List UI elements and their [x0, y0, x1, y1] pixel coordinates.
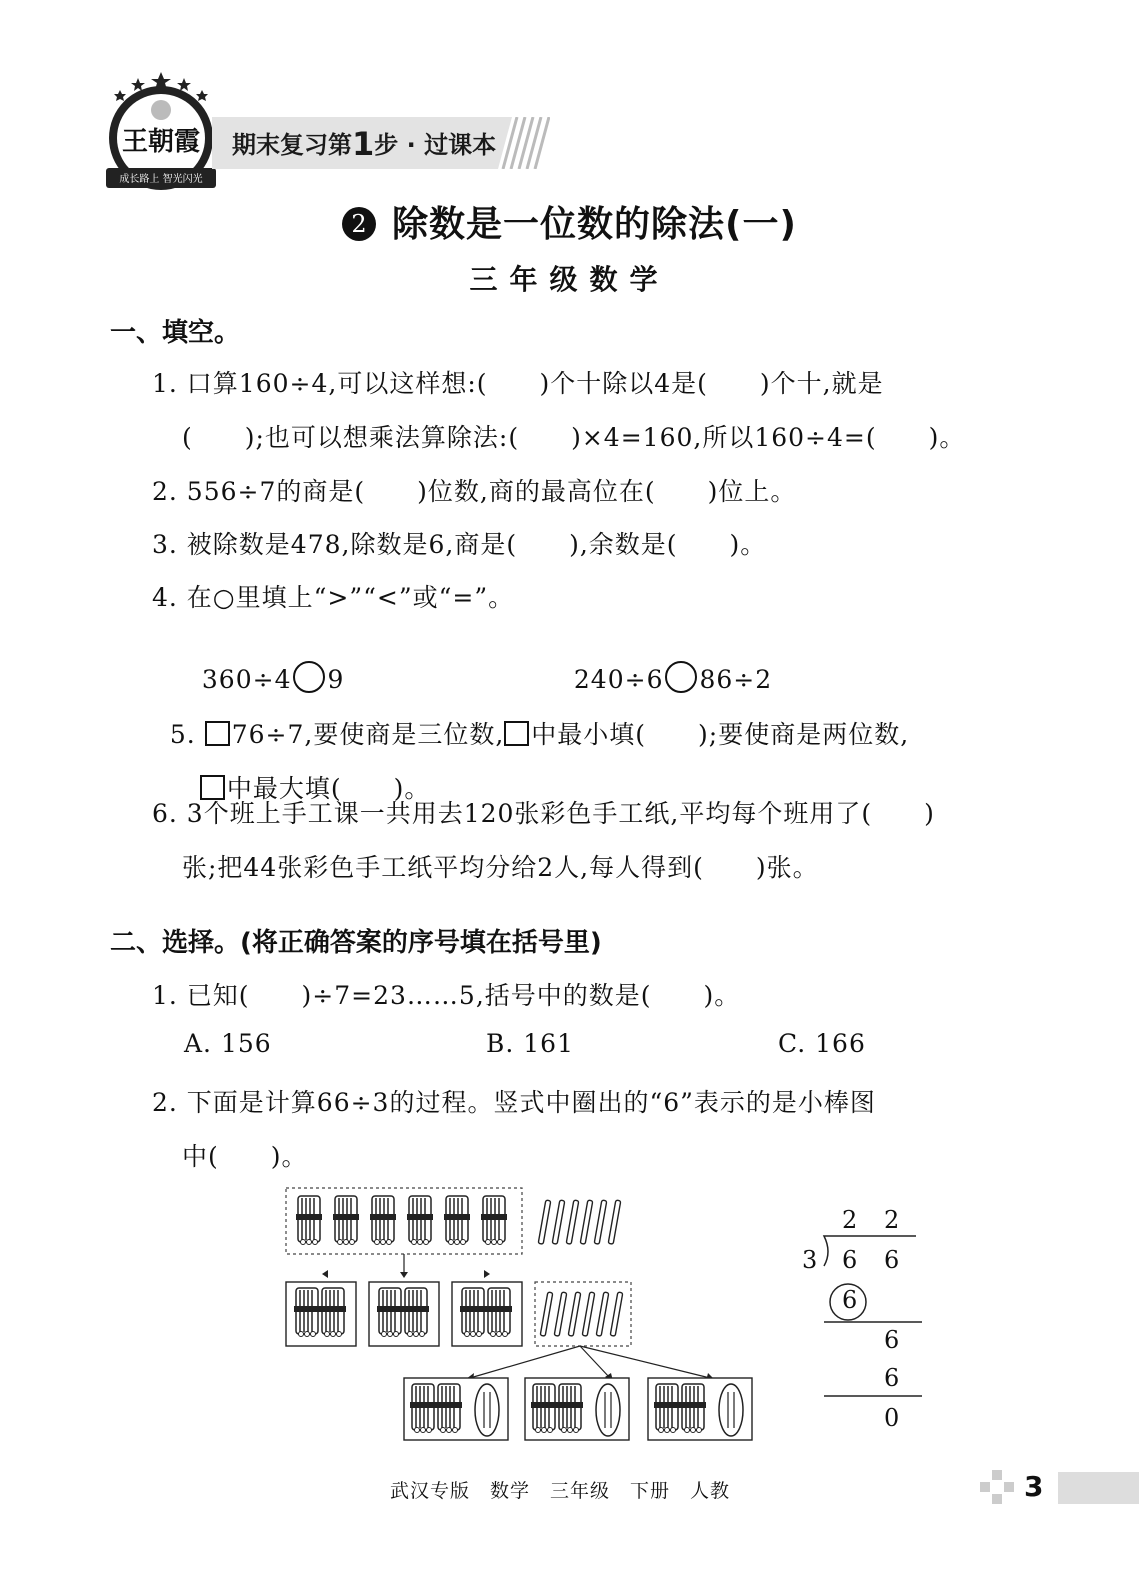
- brand-badge-logo: [100, 68, 222, 196]
- page-title: 2 除数是一位数的除法(一): [0, 196, 1139, 247]
- question-1-3: 3. 被除数是478,除数是6,商是( ),余数是( )。: [152, 530, 767, 559]
- remainder: 0: [884, 1404, 900, 1432]
- sticks-diagram: [280, 1182, 760, 1444]
- compare-item-b: 240÷6 86÷2: [556, 632, 772, 694]
- title-number-badge: 2: [342, 207, 376, 241]
- footer-edition: 武汉专版 数学 三年级 下册 人教: [390, 1480, 731, 1502]
- brand-name: 王朝霞: [121, 127, 201, 157]
- question-1-5-line1: 5. 76÷7,要使商是三位数, 中最小填( );要使商是两位数,: [169, 720, 910, 749]
- badge-motto: 成长路上 智光闪光: [119, 174, 203, 185]
- dividend-digit: 6: [842, 1246, 858, 1274]
- section-heading-fill-blank: 一、填空。: [110, 318, 241, 348]
- page-number-bar: [1058, 1472, 1139, 1504]
- division-bracket: [790, 1200, 940, 1440]
- long-division: [790, 1200, 940, 1440]
- question-1-6-line2: 张;把44张彩色手工纸平均分给2人,每人得到( )张。: [182, 853, 819, 882]
- page-number: 3: [1024, 1470, 1044, 1503]
- dividend-digit: 6: [884, 1246, 900, 1274]
- banner-title: 期末复习第1步 · 过课本: [232, 125, 497, 163]
- circled-six: 6: [842, 1286, 858, 1314]
- page-corner-decoration: [980, 1470, 1020, 1510]
- question-1-1-line2: ( );也可以想乘法算除法:( )×4=160,所以160÷4=( )。: [182, 423, 966, 452]
- question-1-5-line2: 中最大填( )。: [182, 740, 430, 805]
- division-step: 6: [884, 1326, 900, 1354]
- question-1-6-line1: 6. 3个班上手工课一共用去120张彩色手工纸,平均每个班用了( ): [152, 799, 935, 828]
- question-2-1: 1. 已知( )÷7=23……5,括号中的数是( )。: [152, 981, 741, 1010]
- option-c[interactable]: C. 166: [778, 1029, 866, 1058]
- option-a[interactable]: A. 156: [184, 1029, 272, 1058]
- banner-step-number: 1: [352, 125, 375, 163]
- section-heading-multiple-choice: 二、选择。(将正确答案的序号填在括号里): [110, 928, 602, 958]
- option-b[interactable]: B. 161: [486, 1029, 574, 1058]
- division-step: 6: [884, 1364, 900, 1392]
- question-2-2-line2: 中( )。: [182, 1142, 308, 1171]
- question-2-1-options: [184, 1029, 904, 1061]
- quotient-digit: 2: [842, 1206, 858, 1234]
- divisor: 3: [802, 1246, 818, 1274]
- question-1-1-line1: 1. 口算160÷4,可以这样想:( )个十除以4是( )个十,就是: [152, 369, 884, 398]
- page-subtitle: 三年级数学: [469, 263, 670, 296]
- compare-item-a: 360÷4 9: [184, 632, 344, 694]
- square-blank-box[interactable]: [504, 721, 529, 746]
- question-2-2-line1: 2. 下面是计算66÷3的过程。竖式中圈出的“6”表示的是小棒图: [152, 1088, 876, 1117]
- quotient-digit: 2: [884, 1206, 900, 1234]
- question-1-4: 4. 在○里填上“>”“<”或“=”。: [152, 583, 515, 612]
- question-1-2: 2. 556÷7的商是( )位数,商的最高位在( )位上。: [152, 477, 797, 506]
